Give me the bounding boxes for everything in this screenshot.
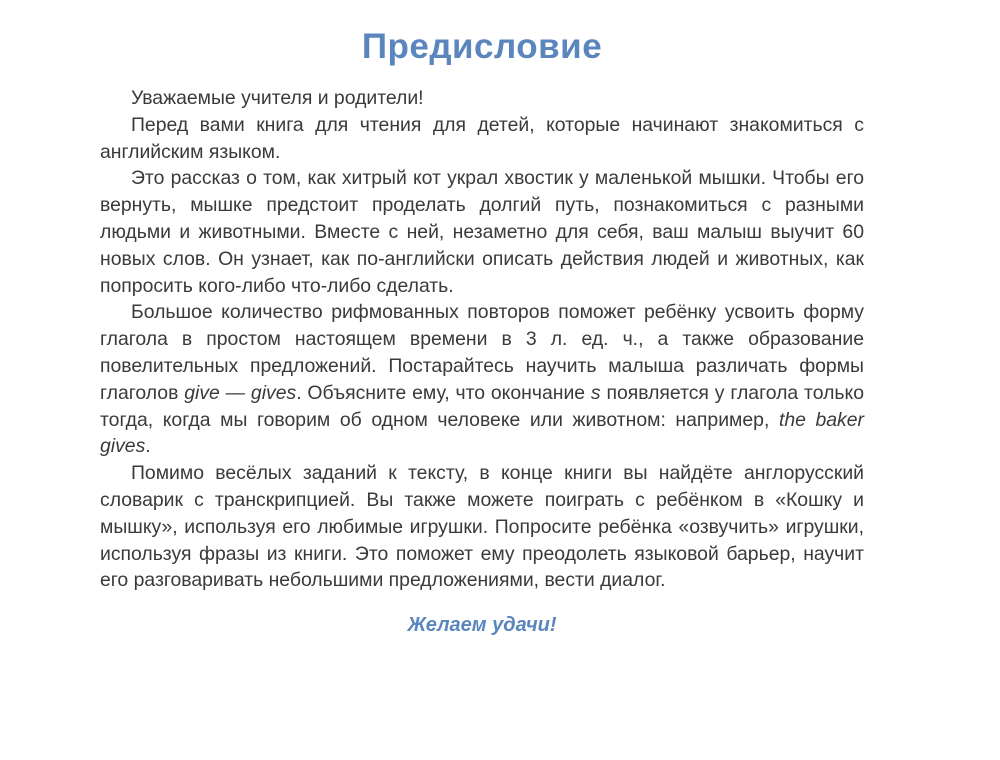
- page-title: Предисловие: [361, 27, 603, 66]
- grammar-text-4: .: [145, 435, 151, 458]
- grammar-text-2: . Объясните ему, что окончание: [296, 381, 591, 404]
- paragraph-intro: Перед вами книга для чтения для детей, которые начинают знакомиться с английским языком.: [100, 113, 864, 163]
- paragraph-activities: Помимо весёлых заданий к тексту, в конце книги вы найдёте англорусский словарик с транскрипцией. Вы также можете поиграть с ребёнком в «Кошку и мышку», используя его любимые игрушки. Попросите ребёнка «озвучить» игрушки, используя фразы из книги. Это поможет ему преодолеть языковой барьер, научит его разговаривать небольшими предложениями, вести диалог.: [100, 462, 864, 592]
- paragraph-grammar: [100, 299, 864, 460]
- grammar-text-1: Большое количество рифмованных повторов поможет ребёнку усвоить форму глагола в простом настоящем времени в 3 л. ед. ч., а также образование повелительных предложений. Постарайтесь научить малыша различать формы глаголов: [100, 301, 864, 404]
- greeting-line: Уважаемые учителя и родители!: [131, 87, 424, 109]
- example-letter: s: [590, 381, 601, 404]
- example-phrase: the baker gives: [100, 408, 864, 458]
- grammar-text-3: появляется у глагола только тогда, когда мы говорим об одном человеке или животном: например,: [100, 381, 864, 431]
- preface-body: [100, 85, 864, 594]
- example-verbs: give — gives: [184, 381, 297, 404]
- closing-wish: Желаем удачи!: [407, 614, 557, 637]
- paragraph-story: Это рассказ о том, как хитрый кот украл хвостик у маленькой мышки. Чтобы его вернуть, мышке предстоит проделать долгий путь, познакомиться с разными людьми и животными. Вместе с ней, незаметно для себя, ваш малыш выучит 60 новых слов. Он узнает, как по-английски описать действия людей и животных, как попросить кого-либо что-либо сделать.: [100, 167, 864, 297]
- preface-page: [100, 26, 864, 637]
